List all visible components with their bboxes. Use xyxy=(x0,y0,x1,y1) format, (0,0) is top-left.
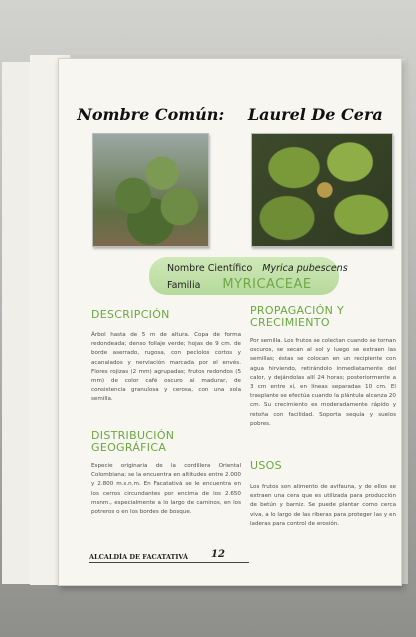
distribucion-text: Especie originaria de la cordillera Oriental Colombiana; se la encuentra en altitudes entre 2.000 y 2.800 m.s.n.m. En Facatativá se le encuentra en los cerros circundantes por encima de los 2.650 msnm., especialmente a lo largo de caminos, en los potreros o en los bordes de bosque. xyxy=(91,463,241,516)
family-label: Familia xyxy=(167,280,201,291)
page-number: 12 xyxy=(211,549,225,560)
scientific-name-box xyxy=(149,257,348,295)
usos-heading: USOS xyxy=(250,459,282,472)
leaves-photo xyxy=(251,133,393,247)
descripcion-text: Árbol hasta de 5 m de altura. Copa de forma redondeada; denso follaje verde; hojas de 9 cm. de borde aserrado, rugosa, con pecíolos cortos y acanalados y nerviación marcada por el envés. Flores rojizas (2 mm) agrupadas; frutos redondos (5 mm) de color café oscuro al madurar, de consistencia granulosa y cerosa, con una sola semilla. xyxy=(91,332,241,403)
distribucion-heading-1: DISTRIBUCIÓN xyxy=(91,429,175,442)
propagacion-heading-1: PROPAGACIÓN Y xyxy=(250,304,344,317)
common-name-value: Laurel De Cera xyxy=(247,105,383,124)
family-row xyxy=(167,277,312,292)
scientific-name-label: Nombre Científico xyxy=(167,263,253,274)
scientific-name-row xyxy=(167,263,348,274)
scientific-name-value: Myrica pubescens xyxy=(262,263,348,274)
footer-divider xyxy=(89,562,249,563)
footer-publisher: ALCALDÍA DE FACATATIVÁ xyxy=(89,553,189,561)
propagacion-text: Por semilla. Los frutos se colectan cuando se tornan oscuros, se secan al sol y luego se extraen las semillas; éstas se colocan en un recipiente con agua hirviendo, retirándolo inmediatamente del calor, y dejándolas allí 24 horas; posteriormente a 3 cm entre sí, en líneas separadas 10 cm. El trasplante se efectúa cuando la plántula alcanza 20 cm. Su crecimiento es moderadamente rápido y retoña con facilidad. Soporta sequía y suelos pobres. xyxy=(250,338,396,427)
family-value: MYRICACEAE xyxy=(222,277,312,292)
common-name-label: Nombre Común: xyxy=(77,105,225,124)
descripcion-heading: DESCRIPCIÓN xyxy=(91,308,170,321)
usos-text: Los frutos son alimento de avifauna, y de ellos se extraen una cera que es utilizada para producción de betún y barniz. Se puede plantar como cerca viva, a lo largo de las riberas para proteger las y en laderas para control de erosión. xyxy=(250,484,396,527)
distribucion-heading-2: GEOGRÁFICA xyxy=(91,441,167,454)
propagacion-heading-2: CRECIMIENTO xyxy=(250,316,330,329)
page-title xyxy=(59,105,401,124)
shrub-photo xyxy=(92,133,209,247)
book-page xyxy=(58,58,402,586)
